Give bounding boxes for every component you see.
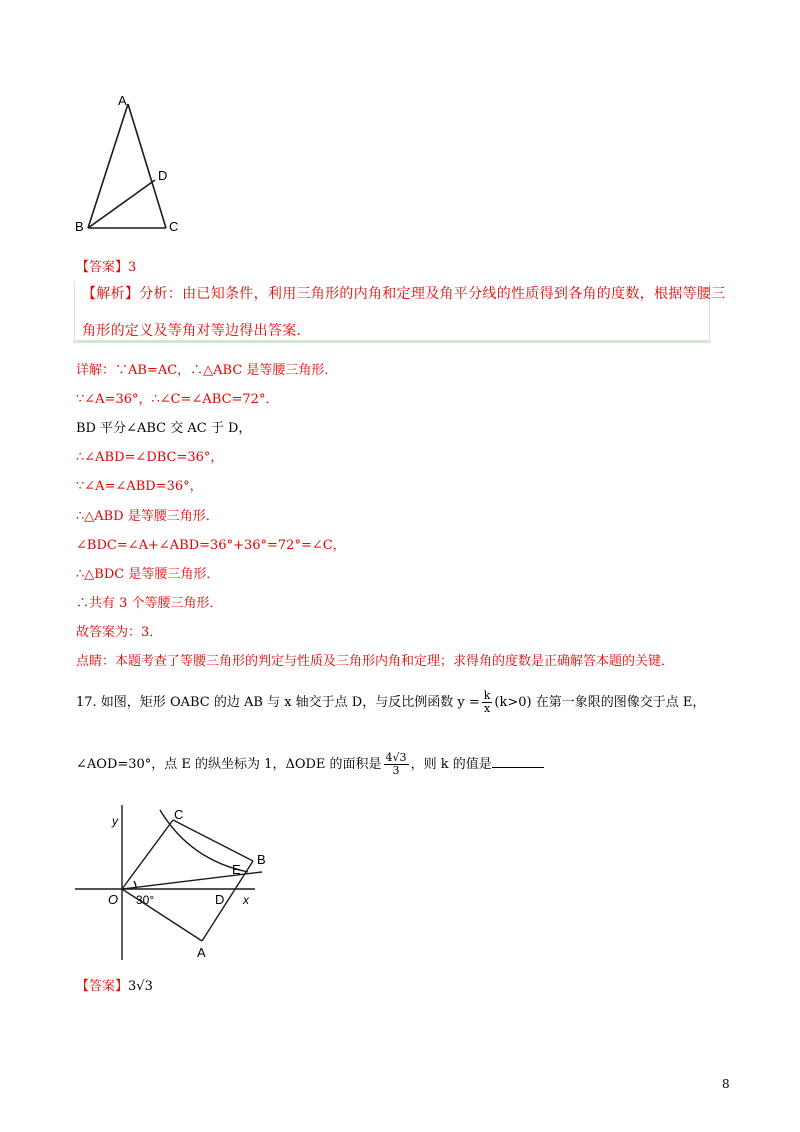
q17-text-a: 17. 如图，矩形 OABC 的边 AB 与 x 轴交于点 D，与反比例函数 y = xyxy=(76,695,480,710)
step-1: 详解：∵AB=AC，∴△ABC 是等腰三角形． xyxy=(76,363,338,378)
label-A: A xyxy=(197,945,206,960)
answer-value: 3√3 xyxy=(128,979,153,994)
answer-value: 3 xyxy=(128,260,137,275)
answer-label: 【答案】 xyxy=(76,979,129,994)
label-O: O xyxy=(108,892,119,907)
label-x: x xyxy=(243,893,249,907)
key-point: 点睛：本题考查了等腰三角形的判定与性质及三角形内角和定理；求得角的度数是正确解答本题的关键． xyxy=(76,654,675,669)
q17-text-b: (k>0) 在第一象限的图像交于点 E， xyxy=(494,695,706,710)
answer-label: 【答案】 xyxy=(76,260,129,275)
question-17-line-1 xyxy=(76,690,705,715)
label-C: C xyxy=(169,219,179,234)
analysis-line-2: 角形的定义及等角对等边得出答案． xyxy=(82,323,311,339)
step-6: ∴△ABD 是等腰三角形． xyxy=(76,509,219,524)
step-4: ∴∠ABD=∠DBC=36°， xyxy=(76,450,224,465)
frac-num: 4√3 xyxy=(385,751,407,764)
label-A: A xyxy=(118,93,127,108)
label-D: D xyxy=(215,892,225,907)
triangle-figure xyxy=(70,90,190,240)
label-E: E xyxy=(232,862,241,877)
step-5: ∵∠A=∠ABD=36°， xyxy=(76,479,203,494)
step-10: 故答案为：3． xyxy=(76,625,163,640)
q17-text-c: ∠AOD=30°，点 E 的纵坐标为 1，ΔODE 的面积是 xyxy=(76,757,382,772)
answer-blank xyxy=(492,757,544,768)
rectangle-hyperbola-figure xyxy=(70,800,280,965)
frac-num: k xyxy=(483,689,491,702)
q17-text-d: ，则 k 的值是 xyxy=(410,757,492,772)
answer-1 xyxy=(76,256,136,275)
page-number: 8 xyxy=(722,1077,730,1091)
frac-den: 3 xyxy=(392,764,400,777)
step-3: BD 平分∠ABC 交 AC 于 D， xyxy=(76,421,252,436)
step-9: ∴共有 3 个等腰三角形． xyxy=(76,596,223,611)
label-y: y xyxy=(112,814,118,828)
step-7: ∠BDC=∠A+∠ABD=36°+36°=72°=∠C， xyxy=(76,538,346,553)
step-8: ∴△BDC 是等腰三角形． xyxy=(76,567,220,582)
question-17-line-2 xyxy=(76,752,544,777)
label-B: B xyxy=(75,219,84,234)
label-C: C xyxy=(174,807,184,822)
analysis-line-1: 【解析】分析：由已知条件，利用三角形的内角和定理及角平分线的性质得到各角的度数，根据等腰三 xyxy=(82,286,726,302)
fraction-area xyxy=(384,752,409,777)
answer-2 xyxy=(76,975,153,994)
fraction-k-over-x xyxy=(482,690,493,715)
label-B: B xyxy=(257,852,266,867)
step-2: ∵∠A=36°，∴∠C=∠ABC=72°． xyxy=(76,392,279,407)
label-30deg: 30° xyxy=(136,893,155,907)
label-D: D xyxy=(158,168,168,183)
frac-den: x xyxy=(483,702,491,715)
